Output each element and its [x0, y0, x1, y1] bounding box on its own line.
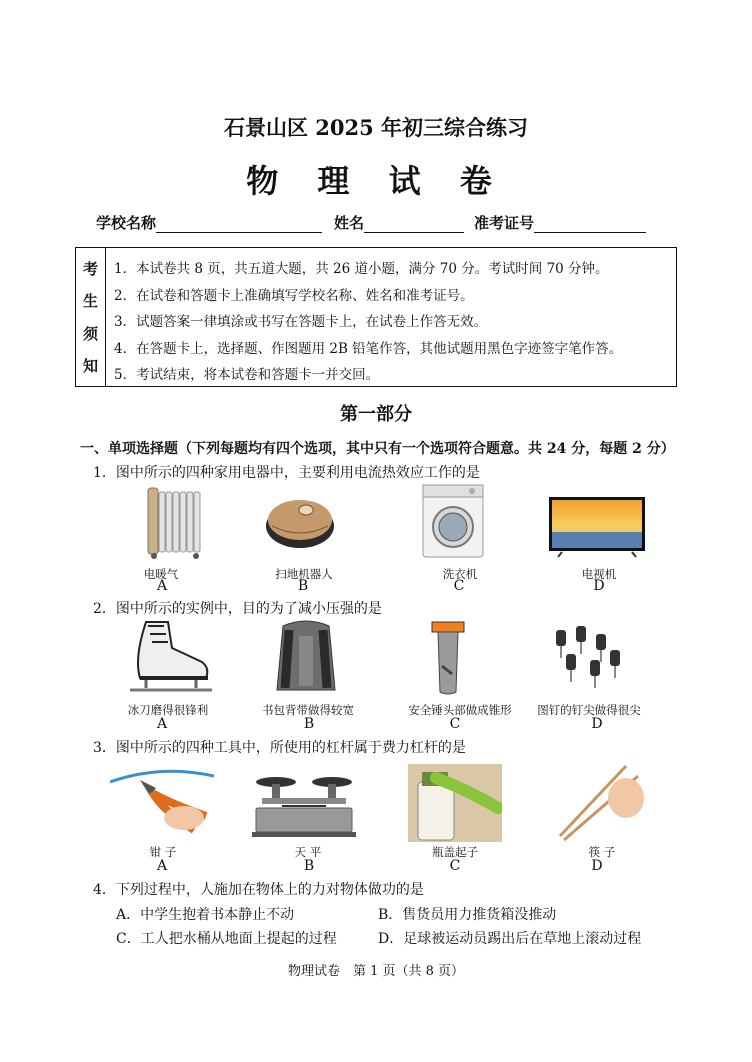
option-caption: 瓶盖起子 [432, 845, 478, 859]
option-caption: 钳 子 [149, 845, 177, 859]
option-caption: 电暖气 [143, 567, 179, 581]
notice-side-label [76, 248, 106, 386]
exam-notice-box [75, 247, 677, 387]
school-blank [156, 216, 322, 233]
option-caption: 扫地机器人 [275, 567, 333, 581]
option-letter: D [591, 716, 603, 732]
washing-machine-icon [420, 482, 486, 560]
option-letter: D [593, 578, 605, 594]
chopsticks-icon [556, 762, 646, 842]
page-footer: 物理试卷 第 1 页（共 8 页） [287, 964, 465, 979]
notice-char: 生 [82, 292, 98, 311]
pliers-icon [110, 760, 214, 838]
option-caption: 冰刀磨得很锋利 [127, 703, 209, 717]
notice-item: 1．本试卷共 8 页，共五道大题，共 26 道小题，满分 70 分。考试时间 70 分钟。 [114, 261, 609, 277]
option-letter: C [449, 858, 461, 874]
option-caption: 天 平 [294, 845, 322, 859]
television-icon [548, 496, 646, 558]
notice-char: 须 [82, 324, 98, 343]
option-letter: B [297, 578, 309, 594]
section-title: 第一部分 [340, 404, 412, 425]
part-heading: 一、单项选择题（下列每题均有四个选项，其中只有一个选项符合题意。共 24 分，每题 2 分） [80, 441, 675, 457]
ticket-blank [534, 216, 646, 233]
ice-skate-icon [124, 618, 214, 696]
choice-d: D．足球被运动员踢出后在草地上滚动过程 [378, 931, 642, 947]
option-caption: 书包背带做得较宽 [262, 703, 354, 717]
heater-icon [144, 484, 206, 560]
ticket-label: 准考证号 [474, 214, 535, 232]
name-blank [364, 216, 464, 233]
option-letter: B [303, 858, 315, 874]
notice-item: 3．试题答案一律填涂或书写在答题卡上，在试卷上作答无效。 [114, 314, 488, 330]
option-letter: C [453, 578, 465, 594]
notice-item: 5．考试结束，将本试卷和答题卡一并交回。 [114, 367, 380, 383]
robot-vacuum-icon [262, 490, 338, 552]
option-caption: 安全锤头部做成锥形 [408, 703, 512, 717]
question-3-text: 3．图中所示的四种工具中，所使用的杠杆属于费力杠杆的是 [93, 740, 466, 756]
option-letter: D [591, 858, 603, 874]
exam-title: 石景山区 2025 年初三综合练习 [223, 115, 529, 140]
option-caption: 电视机 [581, 567, 617, 581]
option-letter: A [156, 858, 168, 874]
option-caption: 洗衣机 [442, 567, 478, 581]
notice-item: 2．在试卷和答题卡上准确填写学校名称、姓名和准考证号。 [114, 287, 474, 304]
name-label: 姓名 [334, 214, 365, 232]
backpack-icon [265, 616, 347, 698]
option-letter: A [156, 716, 168, 732]
option-letter: B [303, 716, 315, 732]
school-label: 学校名称 [96, 214, 157, 232]
option-caption: 图钉的钉尖做得很尖 [537, 703, 641, 717]
choice-b: B．售货员用力推货箱没推动 [378, 907, 557, 923]
subject-title: 物 理 试 卷 [246, 162, 506, 200]
notice-item: 4．在答题卡上，选择题、作图题用 2B 铅笔作答，其他试题用黑色字迹签字笔作答。 [114, 340, 623, 357]
option-letter: C [449, 716, 461, 732]
question-2-text: 2．图中所示的实例中，目的为了减小压强的是 [93, 601, 382, 617]
option-letter: A [156, 578, 168, 594]
choice-a: A．中学生抱着书本静止不动 [116, 907, 295, 923]
thumbtacks-icon [546, 620, 634, 696]
choice-c: C．工人把水桶从地面上提起的过程 [116, 931, 337, 947]
notice-items [106, 248, 676, 386]
bottle-opener-icon [408, 764, 502, 842]
question-1-text: 1．图中所示的四种家用电器中，主要利用电流热效应工作的是 [93, 465, 480, 481]
option-caption: 筷 子 [588, 845, 616, 859]
safety-hammer-icon [428, 616, 468, 698]
notice-char: 考 [82, 259, 98, 278]
question-4-text: 4．下列过程中，人施加在物体上的力对物体做功的是 [93, 882, 424, 898]
balance-scale-icon [252, 774, 356, 838]
notice-char: 知 [82, 357, 98, 376]
student-info-line [96, 212, 676, 233]
